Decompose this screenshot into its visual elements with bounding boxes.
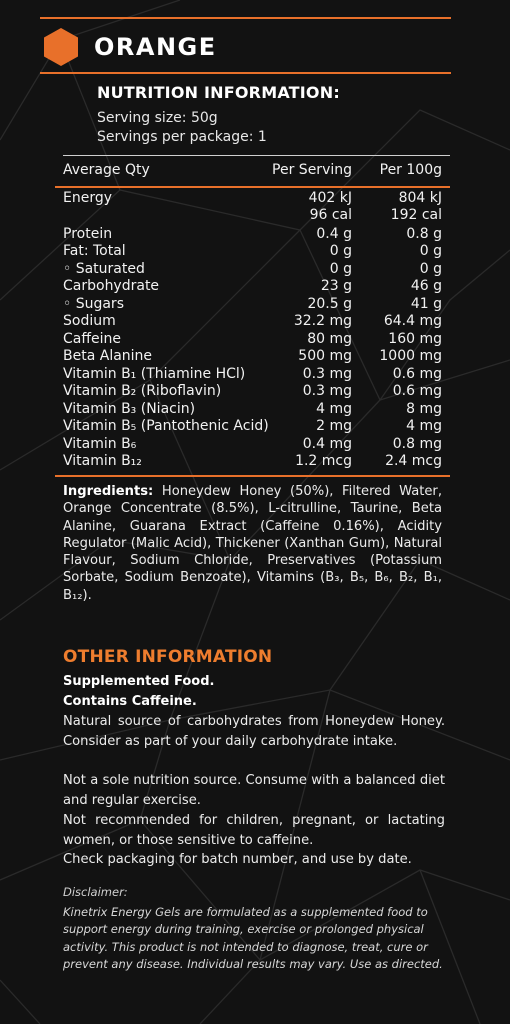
- ingredients-label: Ingredients:: [63, 484, 154, 499]
- ingredients-text: Honeydew Honey (50%), Filtered Water, Orange Concentrate (8.5%), L-citrulline, Taurine, Beta Alanine, Guarana Extract (Caffeine 0.16%), Acidity Regulator (Malic Acid), Thickener (Xanthan Gum), Natural Flavour, Sodium Chloride, Preservatives (Potassium Sorbate, Sodium Benzoate), Vitamins (B₃, B₅, B₆, B₂, B₁, B₁₂).: [63, 484, 442, 603]
- disclaimer-text: Kinetrix Energy Gels are formulated as a supplemented food to support energy during training, exercise or prolonged physical activity. This product is not intended to diagnose, treat, cure or prevent any disease. Individual results may vary. Use as directed.: [63, 905, 443, 972]
- per-100g-value: 64.4 mg: [383, 313, 442, 329]
- per-serving-value: 20.5 g: [307, 296, 352, 312]
- flavor-header: [44, 28, 217, 66]
- per-100g-value: 2.4 mcg: [385, 453, 442, 469]
- nutrient-label: ◦ Sugars: [63, 296, 124, 312]
- per-100g-value: 1000 mg: [379, 348, 442, 364]
- other-info-para-2: Not a sole nutrition source. Consume with a balanced diet and regular exercise.: [63, 773, 445, 808]
- nutrition-row: [63, 418, 445, 435]
- per-100g-value: 46 g: [410, 278, 442, 294]
- per-100g-value: 0 g: [419, 261, 442, 277]
- other-info-para-4: Check packaging for batch number, and use by date.: [63, 852, 412, 867]
- nutrient-label: Vitamin B₆: [63, 436, 137, 452]
- nutrition-row: [63, 243, 445, 260]
- per-serving-value: 0.3 mg: [302, 383, 352, 399]
- table-top-rule: [63, 155, 450, 156]
- other-info-para-3: Not recommended for children, pregnant, or lactating women, or those sensitive to caffeine.: [63, 813, 445, 848]
- header-average-qty: Average Qty: [63, 162, 150, 178]
- per-serving-value: 500 mg: [298, 348, 352, 364]
- nutrition-row: [63, 331, 445, 348]
- per-100g-value: 0.8 g: [406, 226, 442, 242]
- table-bottom-rule: [55, 475, 450, 477]
- per-serving-value: 0 g: [329, 261, 352, 277]
- nutrient-label: Sodium: [63, 313, 116, 329]
- per-serving-value: 0.4 mg: [302, 436, 352, 452]
- per-100g-value: 0.6 mg: [392, 383, 442, 399]
- nutrition-row: [63, 383, 445, 400]
- header-per-serving: Per Serving: [272, 162, 352, 178]
- nutrition-table-header: [63, 162, 445, 182]
- nutrition-row: [63, 366, 445, 383]
- contains-caffeine-label: Contains Caffeine.: [63, 694, 197, 709]
- per-100g-value: 192 cal: [390, 207, 442, 223]
- per-serving-value: 96 cal: [309, 207, 352, 223]
- nutrient-label: Vitamin B₅ (Pantothenic Acid): [63, 418, 269, 434]
- nutrient-label: Fat: Total: [63, 243, 126, 259]
- nutrition-row: [63, 313, 445, 330]
- per-100g-value: 4 mg: [406, 418, 442, 434]
- per-100g-value: 804 kJ: [398, 190, 442, 206]
- per-serving-value: 32.2 mg: [293, 313, 352, 329]
- per-serving-value: 23 g: [320, 278, 352, 294]
- per-100g-value: 0.8 mg: [392, 436, 442, 452]
- per-serving-value: 0 g: [329, 243, 352, 259]
- per-serving-value: 0.3 mg: [302, 366, 352, 382]
- header-top-divider: [40, 17, 451, 19]
- ingredients-block: [63, 483, 442, 604]
- nutrient-label: Vitamin B₂ (Riboflavin): [63, 383, 222, 399]
- nutrition-row: [63, 190, 445, 207]
- nutrition-row: [63, 401, 445, 418]
- nutrition-row: [63, 348, 445, 365]
- nutrition-row: [63, 207, 445, 224]
- per-serving-value: 2 mg: [316, 418, 352, 434]
- disclaimer-label: Disclaimer:: [63, 885, 128, 899]
- nutrient-label: Energy: [63, 190, 113, 206]
- serving-size: Serving size: 50g: [97, 110, 218, 126]
- per-100g-value: 160 mg: [388, 331, 442, 347]
- nutrient-label: Beta Alanine: [63, 348, 153, 364]
- per-100g-value: 8 mg: [406, 401, 442, 417]
- header-bottom-divider: [40, 72, 451, 74]
- nutrient-label: ◦ Saturated: [63, 261, 145, 277]
- nutrient-label: Protein: [63, 226, 113, 242]
- other-info-para-1: Natural source of carbohydrates from Honeydew Honey. Consider as part of your daily carbohydrate intake.: [63, 714, 445, 749]
- nutrient-label: Carbohydrate: [63, 278, 160, 294]
- nutrition-row: [63, 278, 445, 295]
- nutrient-label: Vitamin B₁₂: [63, 453, 142, 469]
- nutrient-label: Vitamin B₃ (Niacin): [63, 401, 196, 417]
- nutrition-row: [63, 436, 445, 453]
- nutrition-row: [63, 296, 445, 313]
- table-header-rule: [55, 186, 450, 188]
- nutrient-label: Caffeine: [63, 331, 121, 347]
- nutrient-label: Vitamin B₁ (Thiamine HCl): [63, 366, 246, 382]
- per-100g-value: 0.6 mg: [392, 366, 442, 382]
- other-info-title: OTHER INFORMATION: [63, 647, 273, 667]
- nutrition-row: [63, 226, 445, 243]
- nutrition-row: [63, 261, 445, 278]
- servings-per-package: Servings per package: 1: [97, 129, 267, 145]
- per-serving-value: 4 mg: [316, 401, 352, 417]
- per-serving-value: 80 mg: [307, 331, 352, 347]
- per-serving-value: 0.4 g: [316, 226, 352, 242]
- header-per-100g: Per 100g: [379, 162, 442, 178]
- per-100g-value: 0 g: [419, 243, 442, 259]
- per-100g-value: 41 g: [410, 296, 442, 312]
- nutrition-title: NUTRITION INFORMATION:: [97, 83, 340, 102]
- flavor-title: ORANGE: [94, 33, 217, 61]
- hexagon-icon: [44, 28, 78, 66]
- per-serving-value: 402 kJ: [308, 190, 352, 206]
- per-serving-value: 1.2 mcg: [295, 453, 352, 469]
- nutrition-row: [63, 453, 445, 470]
- supplemented-food-label: Supplemented Food.: [63, 674, 215, 689]
